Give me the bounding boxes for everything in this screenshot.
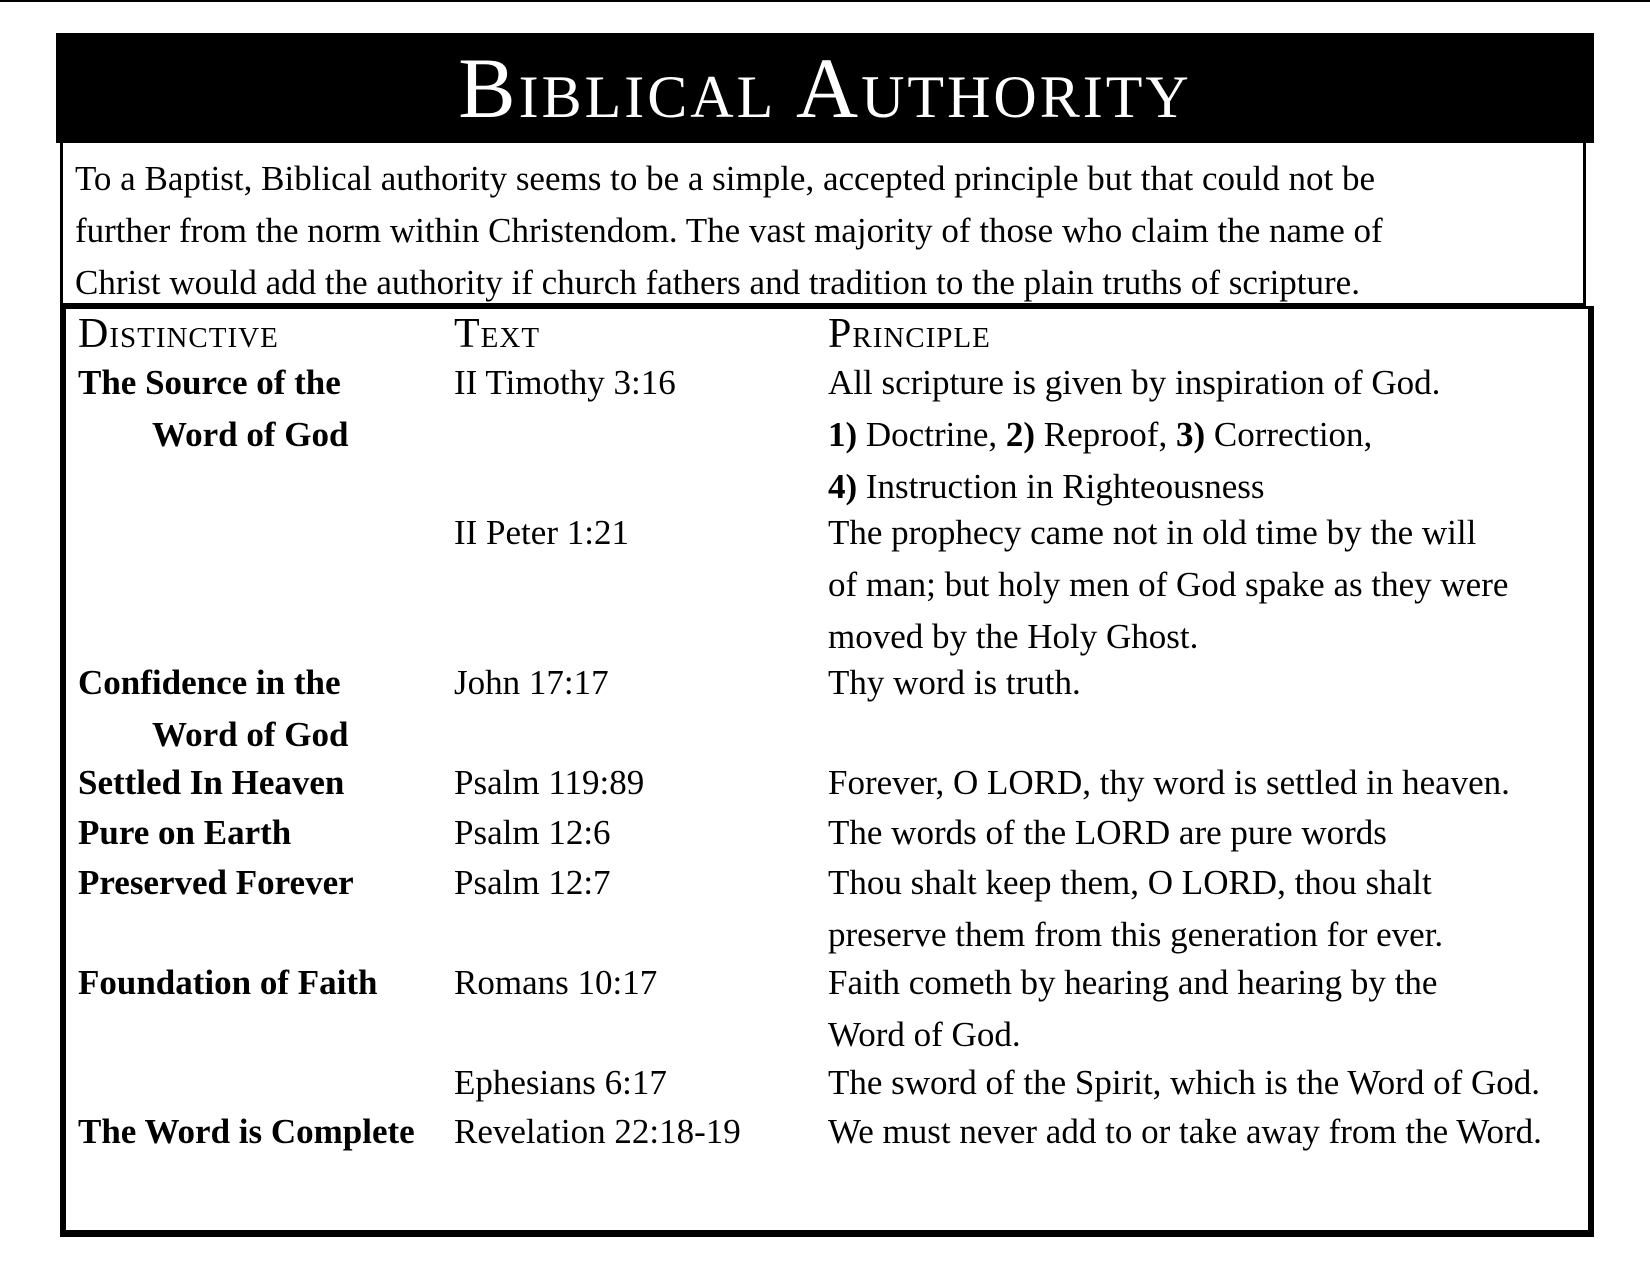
distinctive-line: Confidence in the [78,663,341,702]
principle-line: All scripture is given by inspiration of God. [828,363,1441,402]
distinctive-cell [78,857,354,909]
principle-line: The sword of the Spirit, which is the Word of God. [828,1063,1540,1102]
scripture-reference: II Timothy 3:16 [454,363,676,402]
distinctive-line: Pure on Earth [78,813,292,852]
distinctive-line: Word of God [152,415,349,454]
distinctive-cell [78,957,378,1009]
header-distinctive: Distinctive [78,311,279,357]
intro-line: Christ would add the authority if church fathers and tradition to the plain truths of scripture. [75,263,1360,302]
title-bar [56,33,1594,143]
distinctive-cell [78,357,348,461]
distinctive-line: The Word is Complete [78,1112,415,1151]
distinctive-cell [78,1106,415,1158]
principle-cell [828,1057,1540,1109]
principle-uses-line [828,461,1440,513]
distinctive-cell [78,657,348,761]
intro-box [60,143,1586,306]
principle-line: Forever, O LORD, thy word is settled in heaven. [828,763,1510,802]
top-rule [0,0,1650,2]
intro-paragraph [75,153,1571,309]
principle-line: of man; but holy men of God spake as they were [828,565,1509,604]
distinctive-line: Foundation of Faith [78,963,378,1002]
scripture-reference: John 17:17 [454,663,609,702]
scripture-reference: Psalm 12:6 [454,813,611,852]
distinctives-table [60,306,1594,1237]
distinctive-line: Preserved Forever [78,863,354,902]
use-label: Reproof, [1035,415,1176,454]
scripture-reference: Romans 10:17 [454,963,658,1002]
principle-line: Word of God. [828,1015,1021,1054]
scripture-reference: Ephesians 6:17 [454,1063,667,1102]
principle-cell [828,807,1387,859]
principle-line: The prophecy came not in old time by the will [828,513,1477,552]
principle-cell [828,757,1510,809]
principle-cell [828,507,1508,663]
distinctive-cell [78,757,344,809]
scripture-reference: Psalm 119:89 [454,763,645,802]
principle-line: preserve them from this generation for ever. [828,915,1444,954]
use-label: Correction, [1205,415,1373,454]
scripture-reference: Revelation 22:18-19 [454,1112,741,1151]
use-number: 3) [1175,415,1206,454]
principle-cell [828,957,1437,1061]
principle-line: Faith cometh by hearing and hearing by the [828,963,1438,1002]
principle-line: Thou shalt keep them, O LORD, thou shalt [828,863,1432,902]
principle-cell [828,657,1081,709]
distinctive-cell [78,807,291,859]
principle-cell [828,857,1443,961]
distinctive-line: The Source of the [78,363,341,402]
use-label: Doctrine, [857,415,1006,454]
principle-line: We must never add to or take away from the Word. [828,1112,1542,1151]
scripture-reference: II Peter 1:21 [454,513,629,552]
use-number: 4) [828,467,858,506]
header-principle: Principle [828,311,991,357]
distinctive-line: Settled In Heaven [78,763,345,802]
header-text: Text [454,311,541,357]
principle-line: Thy word is truth. [828,663,1081,702]
use-number: 1) [828,415,858,454]
principle-uses-line [828,409,1440,461]
use-number: 2) [1005,415,1036,454]
principle-cell [828,357,1440,513]
use-label: Instruction in Righteousness [857,467,1265,506]
principle-line: The words of the LORD are pure words [828,813,1387,852]
intro-line: To a Baptist, Biblical authority seems to be a simple, accepted principle but that could not be [75,159,1375,198]
principle-cell [828,1106,1542,1158]
intro-line: further from the norm within Christendom. The vast majority of those who claim the name of [75,211,1383,250]
distinctive-line: Word of God [152,715,349,754]
principle-line: moved by the Holy Ghost. [828,617,1199,656]
scripture-reference: Psalm 12:7 [454,863,611,902]
page-title: Biblical Authority [458,40,1192,136]
